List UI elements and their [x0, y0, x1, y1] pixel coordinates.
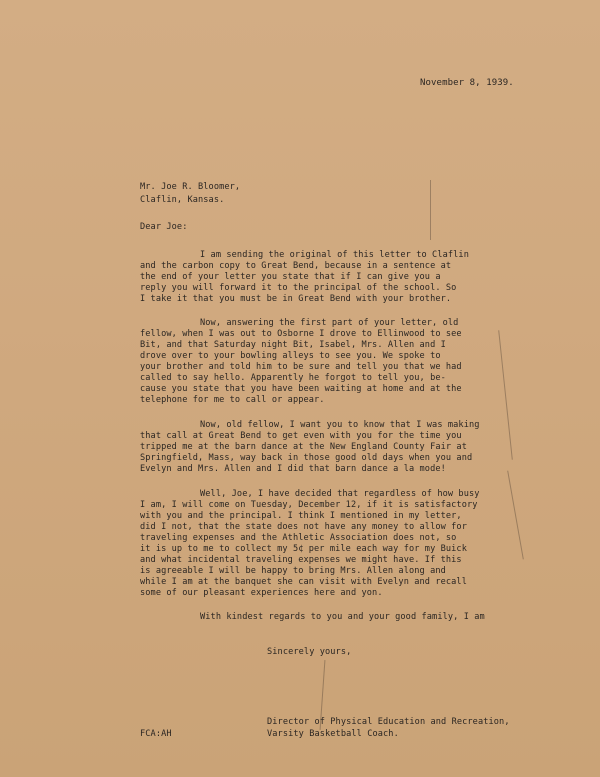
paragraph-line: called to say hello. Apparently he forgot to tell you, be-: [140, 373, 446, 383]
signature-subtitle: Varsity Basketball Coach.: [267, 729, 399, 739]
recipient-address: Claflin, Kansas.: [140, 195, 225, 205]
paragraph-line: while I am at the banquet she can visit with Evelyn and recall: [140, 577, 467, 587]
paragraph-line: and the carbon copy to Great Bend, because in a sentence at: [140, 261, 452, 271]
paragraph-line: I am sending the original of this letter to Claflin: [200, 250, 469, 260]
paragraph-line: that call at Great Bend to get even with you for the time you: [140, 431, 462, 441]
paragraph-line: Now, old fellow, I want you to know that I was making: [200, 420, 480, 430]
reference-initials: FCA:AH: [140, 729, 172, 739]
paragraph-line: Evelyn and Mrs. Allen and I did that barn dance a la mode!: [140, 464, 446, 474]
paragraph-line: tripped me at the barn dance at the New England County Fair at: [140, 442, 467, 452]
paragraph-line: I take it that you must be in Great Bend with your brother.: [140, 294, 452, 304]
paragraph-line: your brother and told him to be sure and tell you that we had: [140, 362, 462, 372]
recipient-name: Mr. Joe R. Bloomer,: [140, 182, 241, 192]
paragraph-line: telephone for me to call or appear.: [140, 395, 325, 405]
paragraph-line: With kindest regards to you and your good family, I am: [200, 612, 485, 622]
pencil-mark: [430, 180, 431, 240]
paragraph-line: traveling expenses and the Athletic Association does not, so: [140, 533, 457, 543]
signature-title: Director of Physical Education and Recreation,: [267, 717, 510, 727]
salutation: Dear Joe:: [140, 222, 188, 232]
paragraph-line: Bit, and that Saturday night Bit, Isabel, Mrs. Allen and I: [140, 340, 446, 350]
paragraph-line: I am, I will come on Tuesday, December 12, if it is satisfactory: [140, 500, 478, 510]
paragraph-line: and what incidental traveling expenses we might have. If this: [140, 555, 462, 565]
paragraph-line: Now, answering the first part of your letter, old: [200, 318, 459, 328]
closing: Sincerely yours,: [267, 647, 352, 657]
paragraph-line: Springfield, Mass, way back in those good old days when you and: [140, 453, 473, 463]
paragraph-line: reply you will forward it to the principal of the school. So: [140, 283, 457, 293]
paragraph-line: it is up to me to collect my 5¢ per mile each way for my Buick: [140, 544, 467, 554]
paragraph-line: is agreeable I will be happy to bring Mrs. Allen along and: [140, 566, 446, 576]
paragraph-line: fellow, when I was out to Osborne I drove to Ellinwood to see: [140, 329, 462, 339]
pencil-mark: [507, 471, 524, 560]
paragraph-line: some of our pleasant experiences here and yon.: [140, 588, 383, 598]
pencil-mark: [498, 330, 513, 459]
paragraph-line: the end of your letter you state that if I can give you a: [140, 272, 441, 282]
paragraph-line: drove over to your bowling alleys to see you. We spoke to: [140, 351, 441, 361]
paragraph-line: with you and the principal. I think I mentioned in my letter,: [140, 511, 462, 521]
paragraph-line: cause you state that you have been waiting at home and at the: [140, 384, 462, 394]
letter-date: November 8, 1939.: [420, 78, 514, 88]
paragraph-line: did I not, that the state does not have any money to allow for: [140, 522, 467, 532]
paragraph-line: Well, Joe, I have decided that regardless of how busy: [200, 489, 480, 499]
